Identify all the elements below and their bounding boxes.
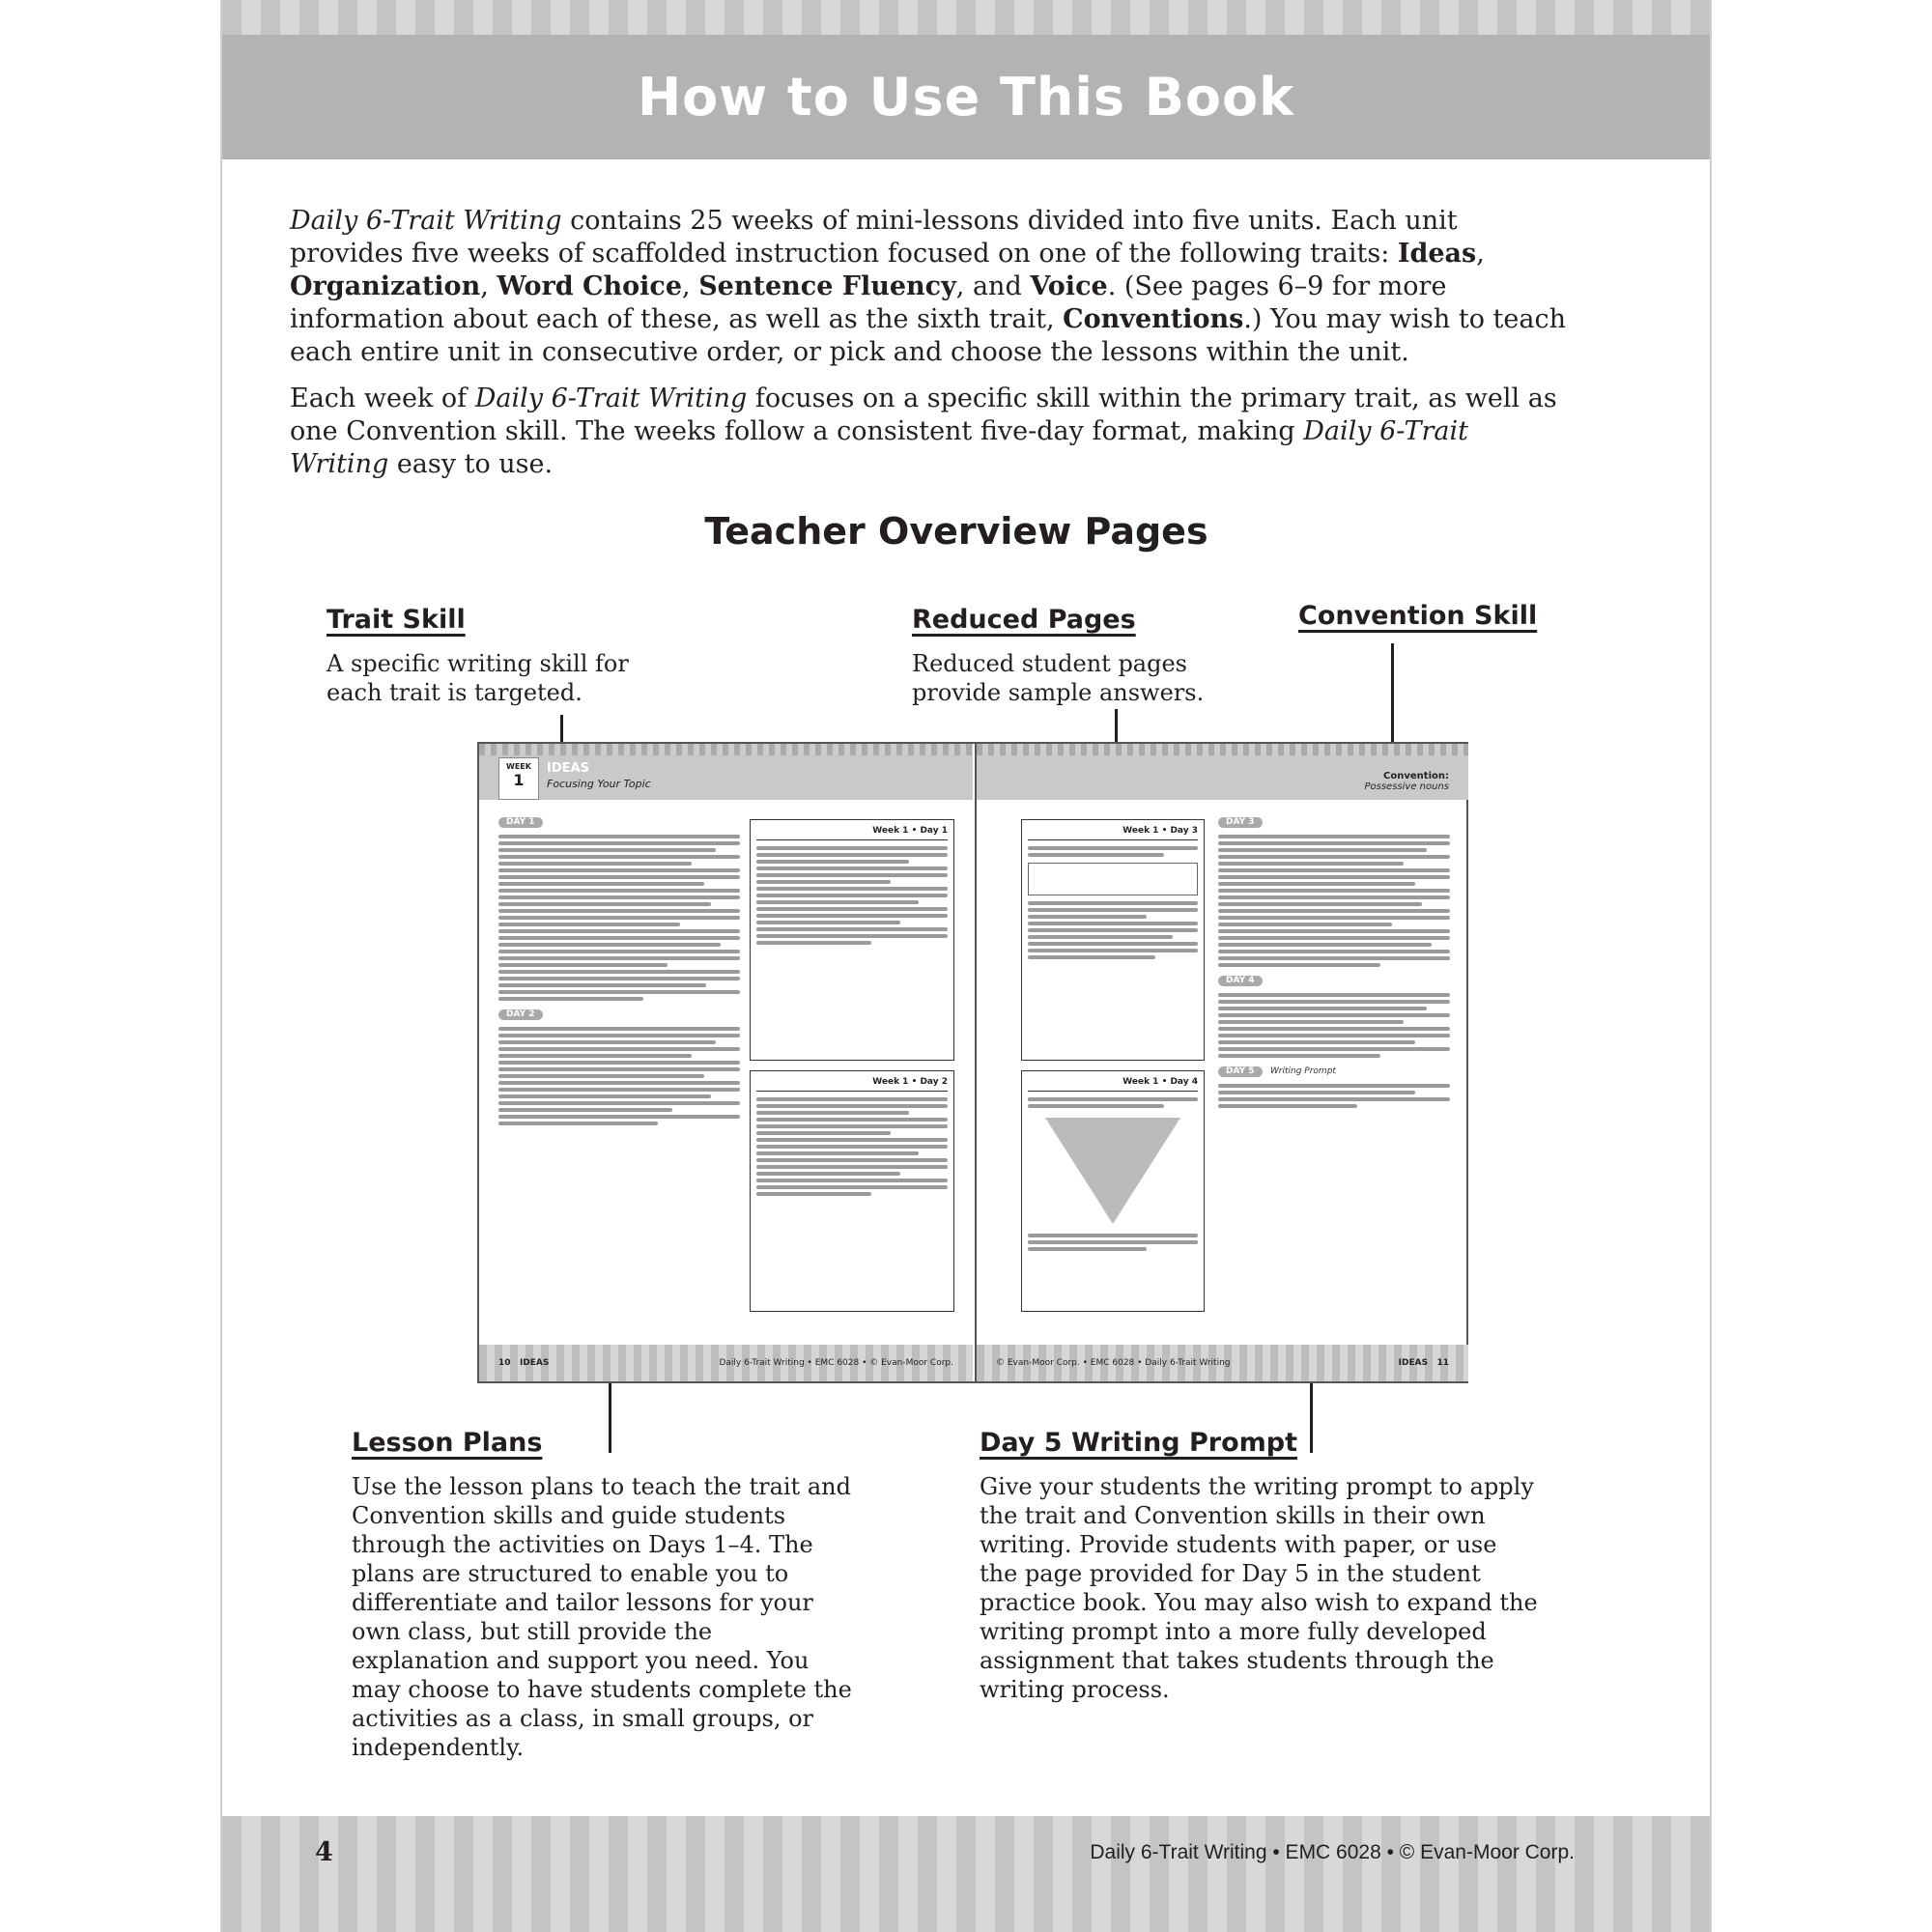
day4-tag: DAY 4 (1218, 976, 1263, 986)
narrowing-triangle (1045, 1118, 1180, 1224)
spread-right-page (975, 744, 1468, 1381)
page-num: 10 (498, 1358, 511, 1368)
footer-credit: Daily 6-Trait Writing • EMC 6028 • © Evan-Moor Corp. (1090, 1841, 1575, 1863)
convention-label: Convention: (1383, 771, 1449, 781)
text: . (See pages 6–9 for more information about each of these, as well as the sixth trait, (290, 271, 1447, 334)
spread-trait: IDEAS (547, 761, 589, 776)
spread-left-page (479, 744, 973, 1381)
spread-convention (1364, 771, 1449, 792)
lesson-plans-body: Use the lesson plans to teach the trait and Convention skills and guide students through the activities on Days 1–4. The plans are structured to enable you to differentiate and tailor lessons for your own class, but still provide the explanation and support you need. You may choose to have students complete the activities as a class, in small groups, or independently. (352, 1473, 852, 1761)
header-band (222, 0, 1710, 159)
text: , (682, 271, 699, 301)
intro-paragraph-2 (290, 383, 1575, 481)
right-page-credit: © Evan-Moor Corp. • EMC 6028 • Daily 6-Trait Writing (996, 1358, 1231, 1368)
section-title: Teacher Overview Pages (704, 510, 1208, 553)
convention-skill-heading: Convention Skill (1298, 601, 1538, 631)
spread-left-header (479, 744, 973, 800)
reduced-pages-heading: Reduced Pages (912, 605, 1136, 635)
page-trait: IDEAS (519, 1358, 550, 1368)
writing-prompt-label: Writing Prompt (1270, 1066, 1336, 1076)
text: contains 25 weeks of mini-lessons divided into five units. Each unit provides five weeks of scaffolded instruction focused on one of the following traits: (290, 206, 1458, 269)
mini-stripes (977, 744, 1468, 755)
footer-band (222, 1816, 1710, 1932)
intro-text (290, 205, 1575, 495)
worksheet-title: Week 1 • Day 3 (1028, 826, 1198, 840)
teacher-overview-spread (477, 742, 1468, 1383)
book-title: Daily 6-Trait Writing (290, 206, 562, 236)
page-number: 4 (315, 1837, 333, 1867)
worksheet-title: Week 1 • Day 1 (756, 826, 948, 840)
text: focuses on a specific skill within the primary trait, as well as one Convention skill. The weeks follow a consistent five-day format, making (290, 384, 1557, 446)
lesson-plan-column (498, 811, 740, 1128)
intro-paragraph-1 (290, 205, 1575, 369)
page-num: 11 (1436, 1358, 1449, 1368)
page-trait: IDEAS (1398, 1358, 1429, 1368)
lesson-plans-heading: Lesson Plans (352, 1428, 543, 1458)
text: , (480, 271, 497, 301)
trait-conventions: Conventions (1063, 304, 1244, 334)
spread-focus: Focusing Your Topic (547, 778, 651, 790)
reduced-worksheet-day4 (1021, 1070, 1205, 1312)
spread-left-footer (479, 1345, 973, 1381)
trait-skill-body: A specific writing skill for each trait is targeted. (327, 650, 629, 706)
trait-sentence-fluency: Sentence Fluency (698, 271, 956, 301)
left-page-number (498, 1358, 549, 1368)
page-title: How to Use This Book (637, 67, 1295, 128)
week-number: 1 (513, 771, 525, 789)
day5-prompt-heading: Day 5 Writing Prompt (980, 1428, 1297, 1458)
trait-ideas: Ideas (1397, 239, 1477, 269)
lesson-plan-column (1218, 811, 1450, 1111)
text: easy to use. (388, 449, 554, 479)
left-page-credit: Daily 6-Trait Writing • EMC 6028 • © Evan-Moor Corp. (719, 1358, 953, 1368)
day5-prompt-body: Give your students the writing prompt to apply the trait and Convention skills in their own writing. Provide students with paper, or use the page provided for Day 5 in the student practice book. You may also wish to expand the writing prompt into a more fully developed assignment that takes students through the writing process. (980, 1473, 1538, 1703)
week-badge (498, 757, 539, 800)
worksheet-title: Week 1 • Day 2 (756, 1077, 948, 1092)
day5-tag: DAY 5 (1218, 1066, 1263, 1077)
book-title: Daily 6-Trait Writing (474, 384, 748, 413)
day2-tag: DAY 2 (498, 1009, 543, 1020)
trait-skill-heading: Trait Skill (327, 605, 466, 635)
spread-right-footer (977, 1345, 1468, 1381)
mini-stripes (479, 744, 973, 755)
week-label: WEEK (506, 762, 531, 771)
book-title: Daily 6-Trait Writing (290, 416, 1468, 479)
reduced-worksheet-day1 (750, 819, 954, 1061)
convention-value: Possessive nouns (1364, 781, 1449, 792)
text: Each week of (290, 384, 475, 413)
reduced-worksheet-day3 (1021, 819, 1205, 1061)
day1-tag: DAY 1 (498, 817, 543, 828)
day3-tag: DAY 3 (1218, 817, 1263, 828)
trait-voice: Voice (1030, 271, 1108, 301)
trait-organization: Organization (290, 271, 481, 301)
header-title-bar (222, 35, 1710, 159)
reduced-pages-body: Reduced student pages provide sample answers. (912, 650, 1205, 706)
text: , (1476, 239, 1485, 269)
reduced-worksheet-day2 (750, 1070, 954, 1312)
trait-word-choice: Word Choice (497, 271, 683, 301)
header-stripes (222, 0, 1710, 35)
text: , and (955, 271, 1031, 301)
text: .) You may wish to teach each entire unit in consecutive order, or pick and choose the lessons within the unit. (290, 304, 1566, 367)
book-page (220, 0, 1712, 1932)
worksheet-title: Week 1 • Day 4 (1028, 1077, 1198, 1092)
right-page-number (1399, 1358, 1449, 1368)
spread-right-header (977, 744, 1468, 800)
